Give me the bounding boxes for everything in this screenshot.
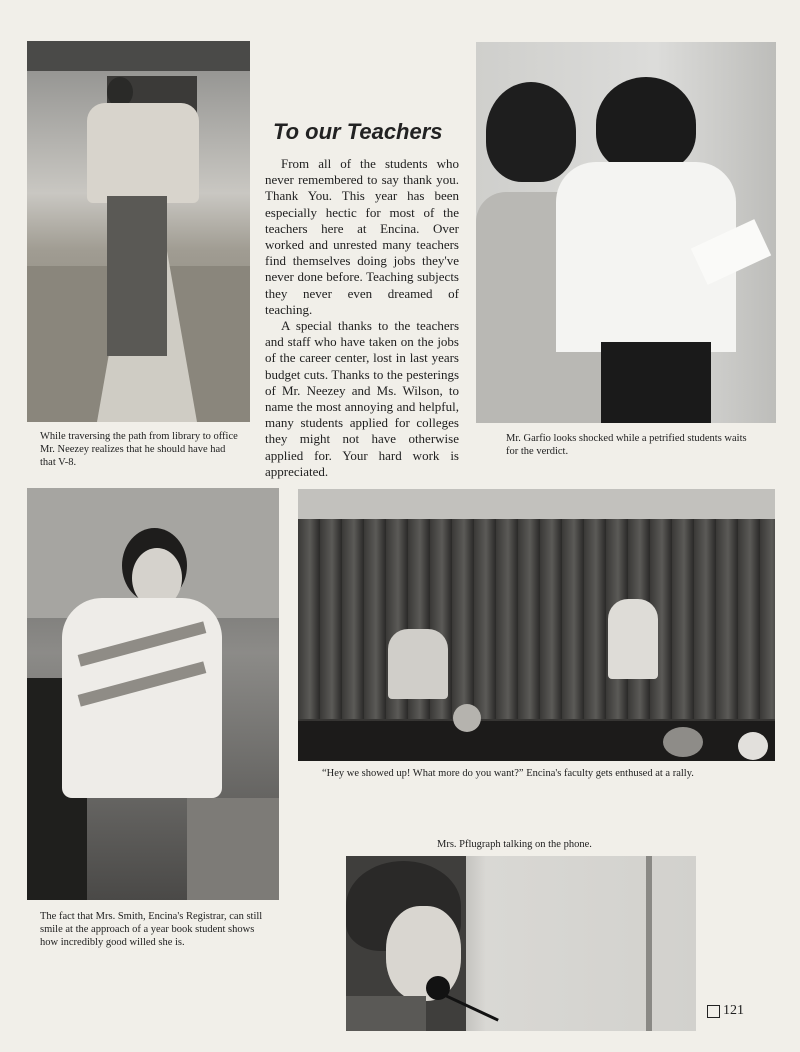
article-paragraph-2: A special thanks to the teachers and staff who have taken on the jobs of the career center, lost in last years budget cuts. Thanks to the pesterings of Mr. Neezey and Ms. Wilson, to name the most annoying and helpful, many students applied for colleges they might not have otherwise applied for. Your hard work is appreciated. [265, 318, 459, 479]
photo-neezey [27, 41, 250, 422]
photo-garfio [476, 42, 776, 423]
caption-rally: “Hey we showed up! What more do you want?” Encina's faculty gets enthused at a rally. [322, 768, 694, 779]
caption-neezey: While traversing the path from library to office Mr. Neezey realizes that he should have had that V-8. [40, 431, 238, 468]
photo-rally [298, 489, 775, 761]
caption-smith: The fact that Mrs. Smith, Encina's Registrar, can still smile at the approach of a year book student shows how incredibly good willed she is. [40, 911, 263, 948]
photo-pflugraph [346, 856, 696, 1031]
photo-smith [27, 488, 279, 900]
caption-garfio: Mr. Garfio looks shocked while a petrified students waits for the verdict. [506, 433, 747, 457]
square-icon [707, 1005, 720, 1018]
page-number [707, 1003, 744, 1019]
page-number-text: 121 [723, 1003, 744, 1018]
article-title: To our Teachers [273, 119, 443, 144]
article-paragraph-1: From all of the students who never remembered to say thank you. Thank You. This year has been especially hectic for most of the teachers here at Encina. Over worked and unrested many teachers find themselves doing jobs they've never done before. Teaching subjects they never even dreamed of teaching. [265, 156, 459, 317]
caption-pflugraph: Mrs. Pflugraph talking on the phone. [437, 839, 592, 850]
